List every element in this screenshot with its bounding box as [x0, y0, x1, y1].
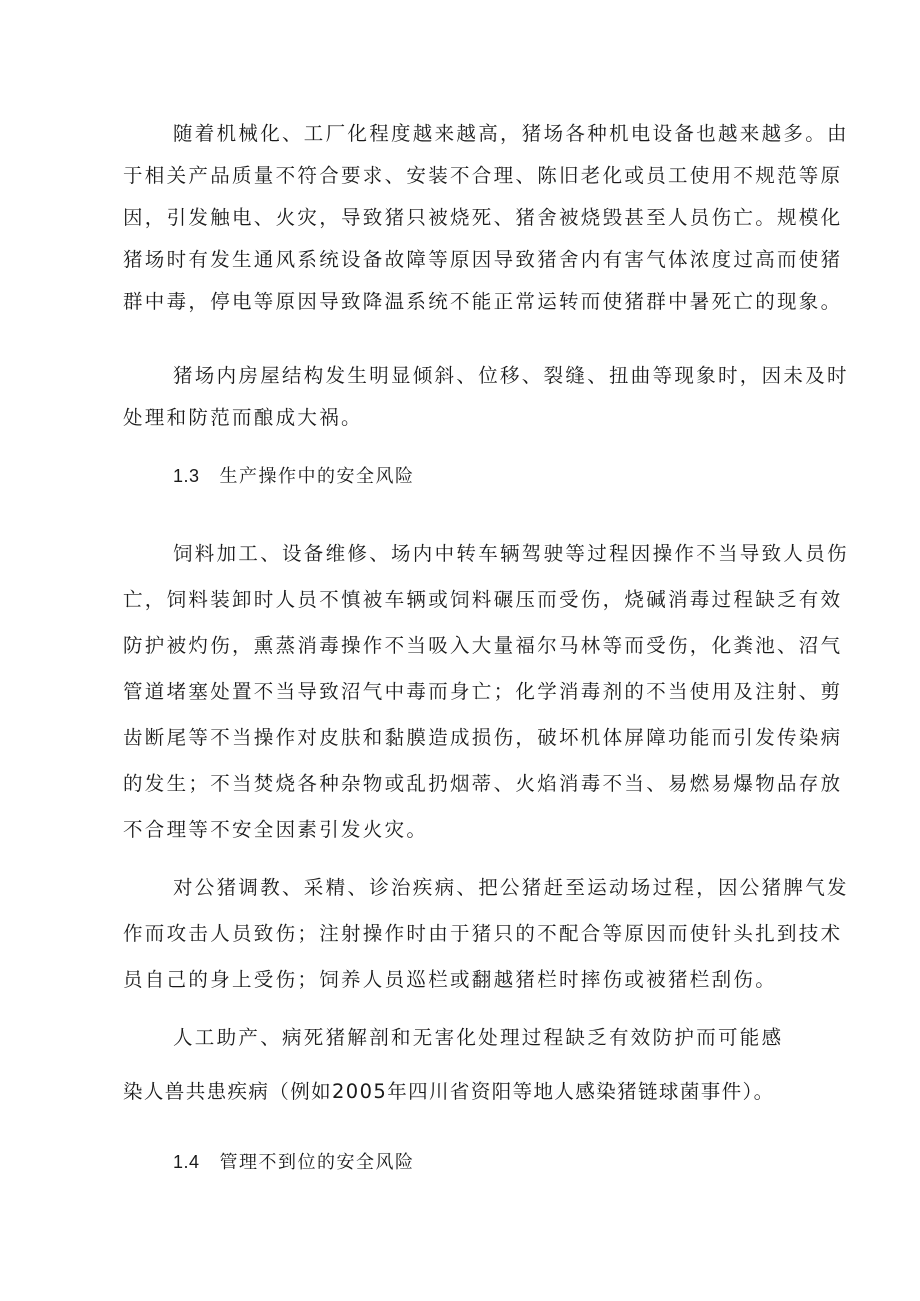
paragraph-1-line-4: 猪场时有发生通风系统设备故障等原因导致猪舍内有害气体浓度过高而使猪 [123, 248, 843, 271]
section-number: 1.3 [173, 466, 200, 486]
paragraph-3-line-6: 的发生；不当焚烧各种杂物或乱扔烟蒂、火焰消毒不当、易燃易爆物品存放 [123, 772, 843, 795]
paragraph-3-line-2: 亡，饲料装卸时人员不慎被车辆或饲料碾压而受伤，烧碱消毒过程缺乏有效 [123, 588, 843, 611]
paragraph-1-line-5: 群中毒，停电等原因导致降温系统不能正常运转而使猪群中暑死亡的现象。 [123, 290, 843, 313]
paragraph-3-line-4: 管道堵塞处置不当导致沼气中毒而身亡；化学消毒剂的不当使用及注射、剪 [123, 680, 843, 703]
paragraph-4-line-3: 员自己的身上受伤；饲养人员巡栏或翻越猪栏时摔伤或被猪栏刮伤。 [123, 968, 778, 991]
section-heading-1-3 [173, 464, 415, 489]
paragraph-2-line-1: 猪场内房屋结构发生明显倾斜、位移、裂缝、扭曲等现象时，因未及时 [173, 364, 849, 387]
paragraph-1-line-1: 随着机械化、工厂化程度越来越高，猪场各种机电设备也越来越多。由 [173, 122, 849, 145]
section-number: 1.4 [173, 1152, 200, 1172]
section-title: 管理不到位的安全风险 [219, 1152, 415, 1173]
paragraph-3-line-5: 齿断尾等不当操作对皮肤和黏膜造成损伤，破坏机体屏障功能而引发传染病 [123, 726, 843, 749]
paragraph-5-line-2: 染人兽共患疾病（例如2005年四川省资阳等地人感染猪链球菌事件）。 [123, 1080, 775, 1103]
paragraph-4-line-1: 对公猪调教、采精、诊治疾病、把公猪赶至运动场过程，因公猪脾气发 [173, 876, 849, 899]
paragraph-1-line-3: 因，引发触电、火灾，导致猪只被烧死、猪舍被烧毁甚至人员伤亡。规模化 [123, 206, 843, 229]
paragraph-3-line-1: 饲料加工、设备维修、场内中转车辆驾驶等过程因操作不当导致人员伤 [173, 542, 849, 565]
paragraph-1-line-2: 于相关产品质量不符合要求、安装不合理、陈旧老化或员工使用不规范等原 [123, 164, 843, 187]
paragraph-3-line-7: 不合理等不安全因素引发火灾。 [123, 818, 429, 841]
paragraph-4-line-2: 作而攻击人员致伤；注射操作时由于猪只的不配合等原因而使针头扎到技术 [123, 922, 843, 945]
section-title: 生产操作中的安全风险 [219, 466, 415, 487]
paragraph-5-line-1: 人工助产、病死猪解剖和无害化处理过程缺乏有效防护而可能感 [173, 1026, 784, 1049]
paragraph-2-line-2: 处理和防范而酿成大祸。 [123, 406, 363, 429]
paragraph-3-line-3: 防护被灼伤，熏蒸消毒操作不当吸入大量福尔马林等而受伤，化粪池、沼气 [123, 634, 843, 657]
section-heading-1-4 [173, 1150, 415, 1175]
